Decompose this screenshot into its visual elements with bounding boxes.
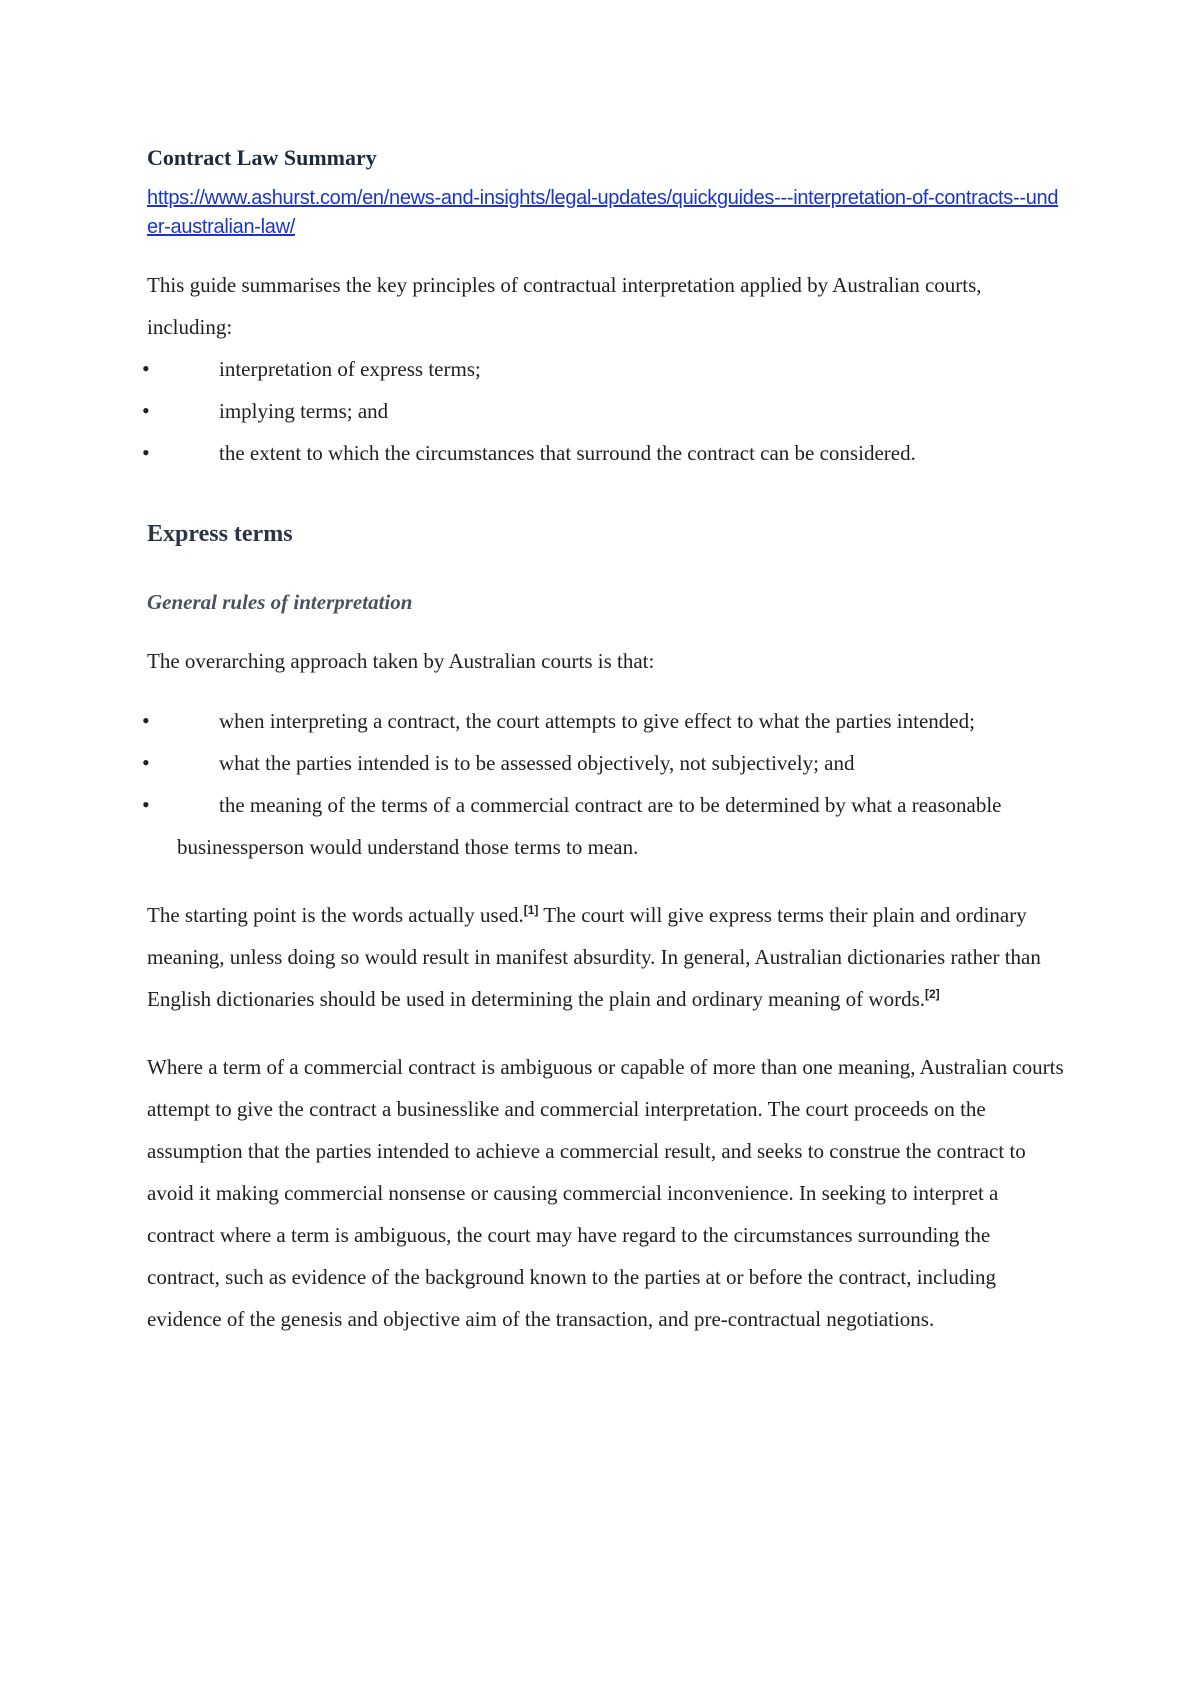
list-item-text: what the parties intended is to be assessed objectively, not subjectively; and [219, 751, 855, 775]
section-heading: Express terms [147, 521, 293, 547]
list-item [142, 784, 1067, 868]
bullet-icon: • [142, 440, 150, 465]
list-item-text: the extent to which the circumstances that surround the contract can be considered. [219, 441, 916, 465]
bullet-icon: • [142, 792, 150, 817]
starting-point-paragraph [147, 894, 1067, 1020]
intro-bullet-list [142, 348, 1067, 474]
document-page [142, 142, 1067, 1340]
footnote-ref-2[interactable]: [2] [925, 987, 940, 1001]
list-item [142, 432, 1067, 474]
list-item-text: the meaning of the terms of a commercial contract are to be determined by what a reasonable businessperson would understand those terms to mean. [177, 793, 1002, 859]
list-item-text: interpretation of express terms; [219, 357, 481, 381]
ambiguous-term-paragraph: Where a term of a commercial contract is ambiguous or capable of more than one meaning, Australian courts attempt to give the contract a businesslike and commercial interpretation. The court proceeds on the assumption that the parties intended to achieve a commercial result, and seeks to construe the contract to avoid it making commercial nonsense or causing commercial inconvenience. In seeking to interpret a contract where a term is ambiguous, the court may have regard to the circumstances surrounding the contract, such as evidence of the background known to the parties at or before the contract, including evidence of the genesis and objective aim of the transaction, and pre-contractual negotiations. [147, 1055, 1064, 1331]
list-item-text: implying terms; and [219, 399, 389, 423]
intro-paragraph: This guide summarises the key principles of contractual interpretation applied by Australian courts, including: [147, 273, 982, 339]
bullet-icon: • [142, 398, 150, 423]
source-link[interactable]: https://www.ashurst.com/en/news-and-insights/legal-updates/quickguides---interpretation-of-contracts--under-australian-law/ [147, 187, 1059, 238]
footnote-ref-1[interactable]: [1] [523, 903, 539, 917]
document-title: Contract Law Summary [147, 145, 377, 170]
bullet-icon: • [142, 750, 150, 775]
list-item [142, 390, 1067, 432]
list-item [142, 742, 1067, 784]
list-item-text: when interpreting a contract, the court attempts to give effect to what the parties intended; [219, 709, 975, 733]
bullet-icon: • [142, 708, 150, 733]
list-item [142, 700, 1067, 742]
list-item [142, 348, 1067, 390]
starting-point-text-a: The starting point is the words actually used. [147, 903, 524, 927]
sub-heading: General rules of interpretation [147, 590, 413, 614]
approach-bullet-list [142, 700, 1067, 868]
starting-point-text-b: The court will give express terms their plain and ordinary meaning, unless doing so would result in manifest absurdity. In general, Australian dictionaries rather than English dictionaries should be used in determining the plain and ordinary meaning of words. [147, 903, 1041, 1011]
bullet-icon: • [142, 356, 150, 381]
approach-intro-paragraph: The overarching approach taken by Australian courts is that: [147, 649, 655, 673]
